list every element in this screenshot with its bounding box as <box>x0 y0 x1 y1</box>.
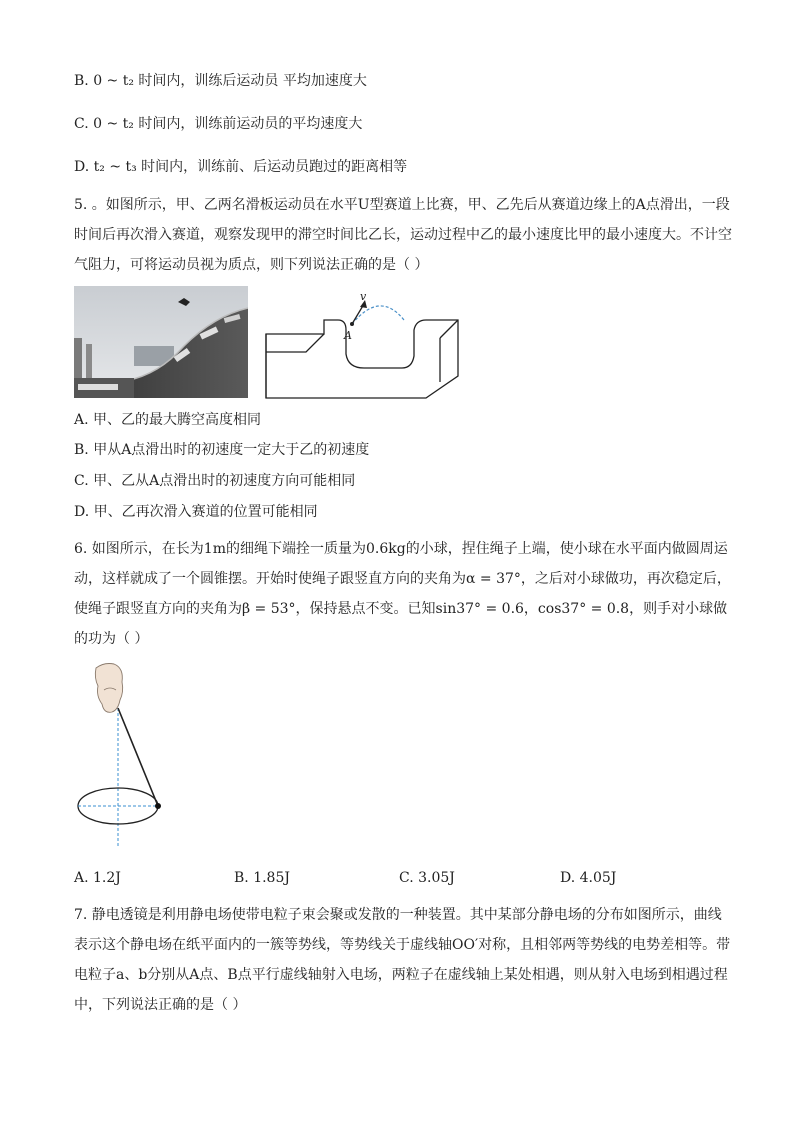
q4-option-c: C. 0 ~ t₂ 时间内，训练前运动员的平均速度大 <box>74 116 363 132</box>
q6-option-b: B. 1.85J <box>234 870 290 886</box>
q5-point-a-label: A <box>344 329 352 342</box>
q6-stem: 6. 如图所示，在长为1m的细绳下端拴一质量为0.6kg的小球，捏住绳子上端，使小球在水平面内做圆周运动，这样就成了一个圆锥摆。开始时使绳子跟竖直方向的夹角为α = 37°，之后对小球做功，再次稳定后，使绳子跟竖直方向的夹角为β = 53°，保持悬点不变。已知sin37° = 0.6，cos37° = 0.8，则手对小球做的功为（ ） <box>74 541 731 647</box>
q7-stem: 7. 静电透镜是利用静电场使带电粒子束会聚或发散的一种装置。其中某部分静电场的分布如图所示，曲线表示这个静电场在纸平面内的一簇等势线，等势线关于虚线轴OO′对称，且相邻两等势线的电势差相等。带电粒子a、b分别从A点、B点平行虚线轴射入电场，两粒子在虚线轴上某处相遇，则从射入电场到相遇过程中，下列说法正确的是（ ） <box>74 907 731 1013</box>
q5-stem: 5. 。如图所示，甲、乙两名滑板运动员在水平U型赛道上比赛，甲、乙先后从赛道边缘上的A点滑出，一段时间后再次滑入赛道，观察发现甲的滞空时间比乙长，运动过程中乙的最小速度比甲的最小速度大。不计空气阻力，可将运动员视为质点，则下列说法正确的是（ ） <box>74 197 732 273</box>
q5-trajectory-arc <box>352 306 404 324</box>
q5-option-a: A. 甲、乙的最大腾空高度相同 <box>74 412 262 428</box>
q6-option-c: C. 3.05J <box>399 870 455 886</box>
q4-option-b: B. 0 ~ t₂ 时间内，训练后运动员 平均加速度大 <box>74 73 367 89</box>
q6-diagram-conical-pendulum <box>74 660 184 852</box>
q5-option-c: C. 甲、乙从A点滑出时的初速度方向可能相同 <box>74 473 356 489</box>
q5-velocity-label: v <box>360 290 367 303</box>
q6-option-a: A. 1.2J <box>74 870 121 886</box>
q5-option-b: B. 甲从A点滑出时的初速度一定大于乙的初速度 <box>74 442 370 458</box>
q5-option-d: D. 甲、乙再次滑入赛道的位置可能相同 <box>74 504 318 520</box>
q4-option-d: D. t₂ ~ t₃ 时间内，训练前、后运动员跑过的距离相等 <box>74 159 408 175</box>
q6-option-d: D. 4.05J <box>560 870 617 886</box>
q5-diagram-u-track <box>262 286 462 402</box>
q5-photo-halfpipe <box>74 286 248 398</box>
